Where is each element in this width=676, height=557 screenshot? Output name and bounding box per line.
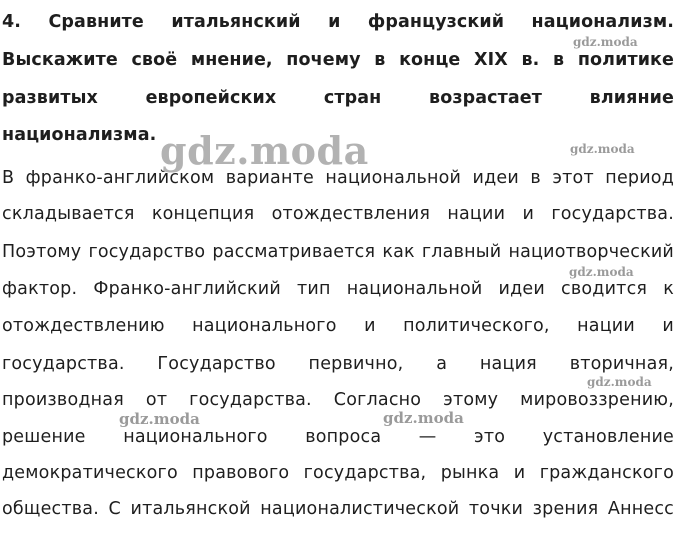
watermark-bottom-center: gdz.moda (383, 409, 464, 427)
answer-line-9: демократического правового государства, рынка и гражданского (2, 463, 674, 483)
watermark-right-2: gdz.moda (569, 265, 634, 279)
question-line-1: 4. Сравните итальянский и французский национализм. (2, 12, 674, 32)
watermark-right-3: gdz.moda (587, 375, 652, 389)
watermark-top-right: gdz.moda (573, 35, 638, 49)
answer-line-5: отождествлению национального и политического, нации и (2, 316, 674, 336)
question-line-4: национализма. (2, 125, 157, 145)
answer-line-1: В франко-английском варианте национальной идеи в этот период (2, 168, 674, 188)
question-line-3: развитых европейских стран возрастает влияние (2, 88, 674, 108)
answer-line-8: решение национального вопроса — это установление (2, 427, 674, 447)
question-line-2: Выскажите своё мнение, почему в конце XIX в. в политике (2, 50, 674, 70)
answer-line-6: государства. Государство первично, а нация вторичная, (2, 354, 674, 374)
answer-line-7: производная от государства. Согласно этому мировоззрению, (2, 390, 674, 410)
watermark-large: gdz.moda (160, 128, 369, 173)
watermark-bottom-left: gdz.moda (119, 410, 200, 428)
answer-line-10: общества. С итальянской националистической точки зрения Аннесс (2, 499, 674, 519)
watermark-right-1: gdz.moda (570, 142, 635, 156)
answer-line-2: складывается концепция отождествления нации и государства. (2, 204, 674, 224)
answer-line-4: фактор. Франко-английский тип национальной идеи сводится к (2, 279, 674, 299)
answer-line-3: Поэтому государство рассматривается как главный нациотворческий (2, 242, 674, 262)
